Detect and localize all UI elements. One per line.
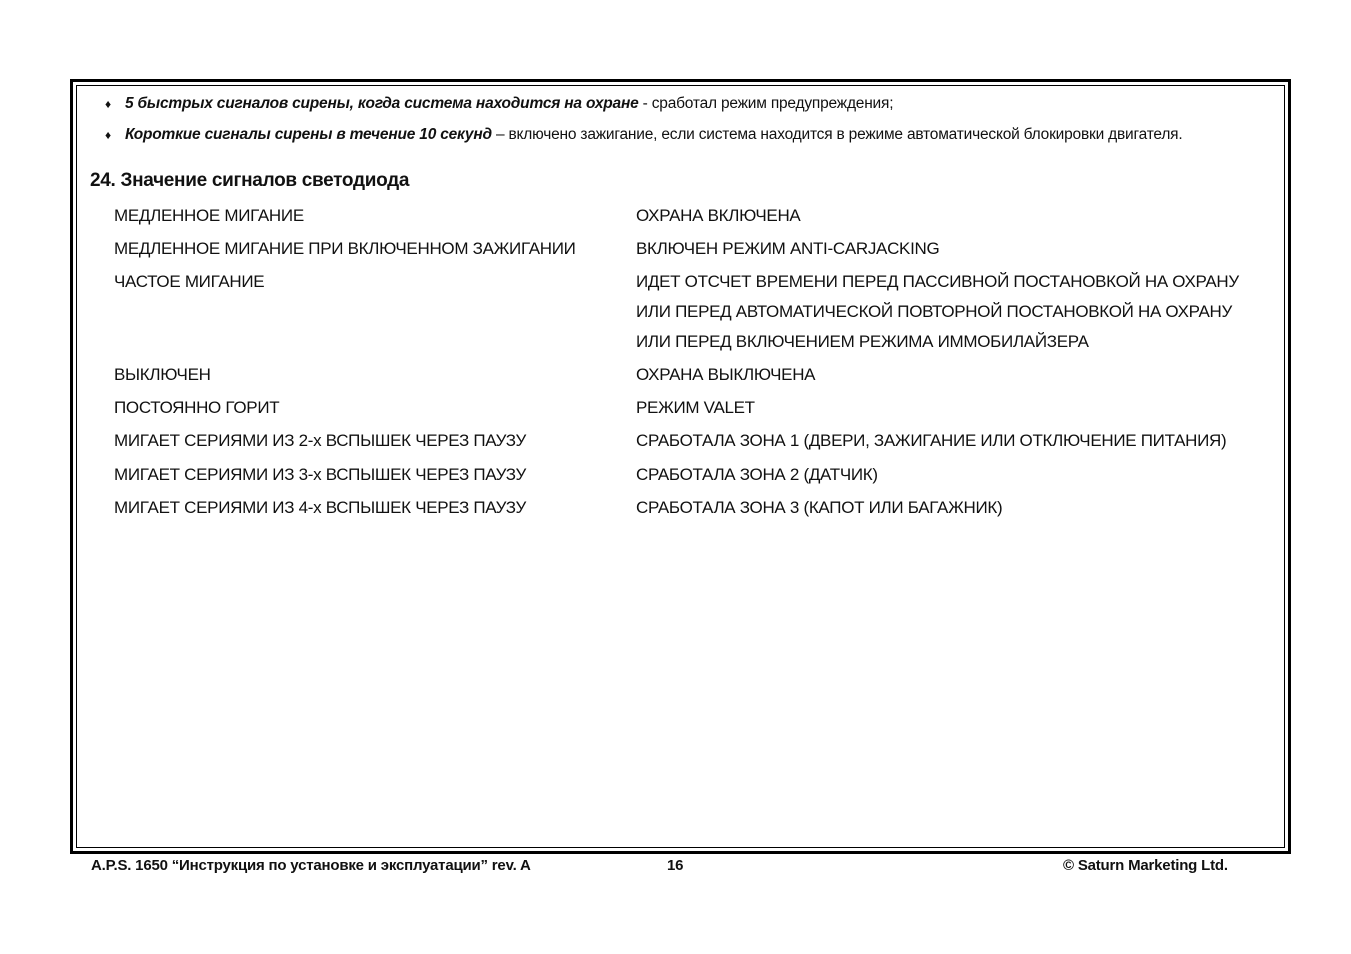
led-signal: ВЫКЛЮЧЕН	[114, 365, 211, 384]
led-meaning: ИЛИ ПЕРЕД АВТОМАТИЧЕСКОЙ ПОВТОРНОЙ ПОСТАНОВКОЙ НА ОХРАНУ	[636, 302, 1233, 321]
section-title: 24. Значение сигналов светодиода	[90, 170, 410, 191]
bullet-emphasis: 5 быстрых сигналов сирены, когда система находится на охране	[125, 95, 639, 112]
led-signal: МИГАЕТ СЕРИЯМИ ИЗ 4-х ВСПЫШЕК ЧЕРЕЗ ПАУЗУ	[114, 498, 526, 517]
bullet-text: - сработал режим предупреждения;	[638, 95, 894, 112]
led-signal: ЧАСТОЕ МИГАНИЕ	[114, 272, 265, 291]
led-signal: ПОСТОЯННО ГОРИТ	[114, 398, 280, 417]
led-meaning: РЕЖИМ VALET	[636, 398, 755, 417]
led-meaning: ВКЛЮЧЕН РЕЖИМ ANTI-CARJACKING	[636, 239, 940, 258]
diamond-bullet-icon: ♦	[105, 97, 111, 111]
led-signal: МИГАЕТ СЕРИЯМИ ИЗ 3-х ВСПЫШЕК ЧЕРЕЗ ПАУЗУ	[114, 465, 526, 484]
bullet-item	[105, 126, 1182, 144]
led-meaning: ОХРАНА ВЫКЛЮЧЕНА	[636, 365, 816, 384]
footer-page-number: 16	[667, 857, 684, 874]
footer-copyright: © Saturn Marketing Ltd.	[1063, 857, 1228, 874]
led-signal: МЕДЛЕННОЕ МИГАНИЕ ПРИ ВКЛЮЧЕННОМ ЗАЖИГАНИИ	[114, 239, 576, 258]
led-meaning: ИЛИ ПЕРЕД ВКЛЮЧЕНИЕМ РЕЖИМА ИММОБИЛАЙЗЕРА	[636, 332, 1089, 351]
led-meaning: СРАБОТАЛА ЗОНА 1 (ДВЕРИ, ЗАЖИГАНИЕ ИЛИ ОТКЛЮЧЕНИЕ ПИТАНИЯ)	[636, 431, 1227, 450]
bullet-emphasis: Короткие сигналы сирены в течение 10 секунд	[125, 126, 492, 143]
led-meaning: СРАБОТАЛА ЗОНА 2 (ДАТЧИК)	[636, 465, 878, 484]
led-signal: МЕДЛЕННОЕ МИГАНИЕ	[114, 206, 304, 225]
bullet-text: – включено зажигание, если система находится в режиме автоматической блокировки двигателя.	[491, 126, 1183, 143]
led-meaning: СРАБОТАЛА ЗОНА 3 (КАПОТ ИЛИ БАГАЖНИК)	[636, 498, 1003, 517]
bullet-item	[105, 95, 893, 113]
footer-document-title: A.P.S. 1650 “Инструкция по установке и эксплуатации” rev. A	[91, 857, 531, 874]
led-meaning: ОХРАНА ВКЛЮЧЕНА	[636, 206, 801, 225]
diamond-bullet-icon: ♦	[105, 128, 111, 142]
led-meaning: ИДЕТ ОТСЧЕТ ВРЕМЕНИ ПЕРЕД ПАССИВНОЙ ПОСТАНОВКОЙ НА ОХРАНУ	[636, 272, 1239, 291]
led-signal: МИГАЕТ СЕРИЯМИ ИЗ 2-х ВСПЫШЕК ЧЕРЕЗ ПАУЗУ	[114, 431, 526, 450]
